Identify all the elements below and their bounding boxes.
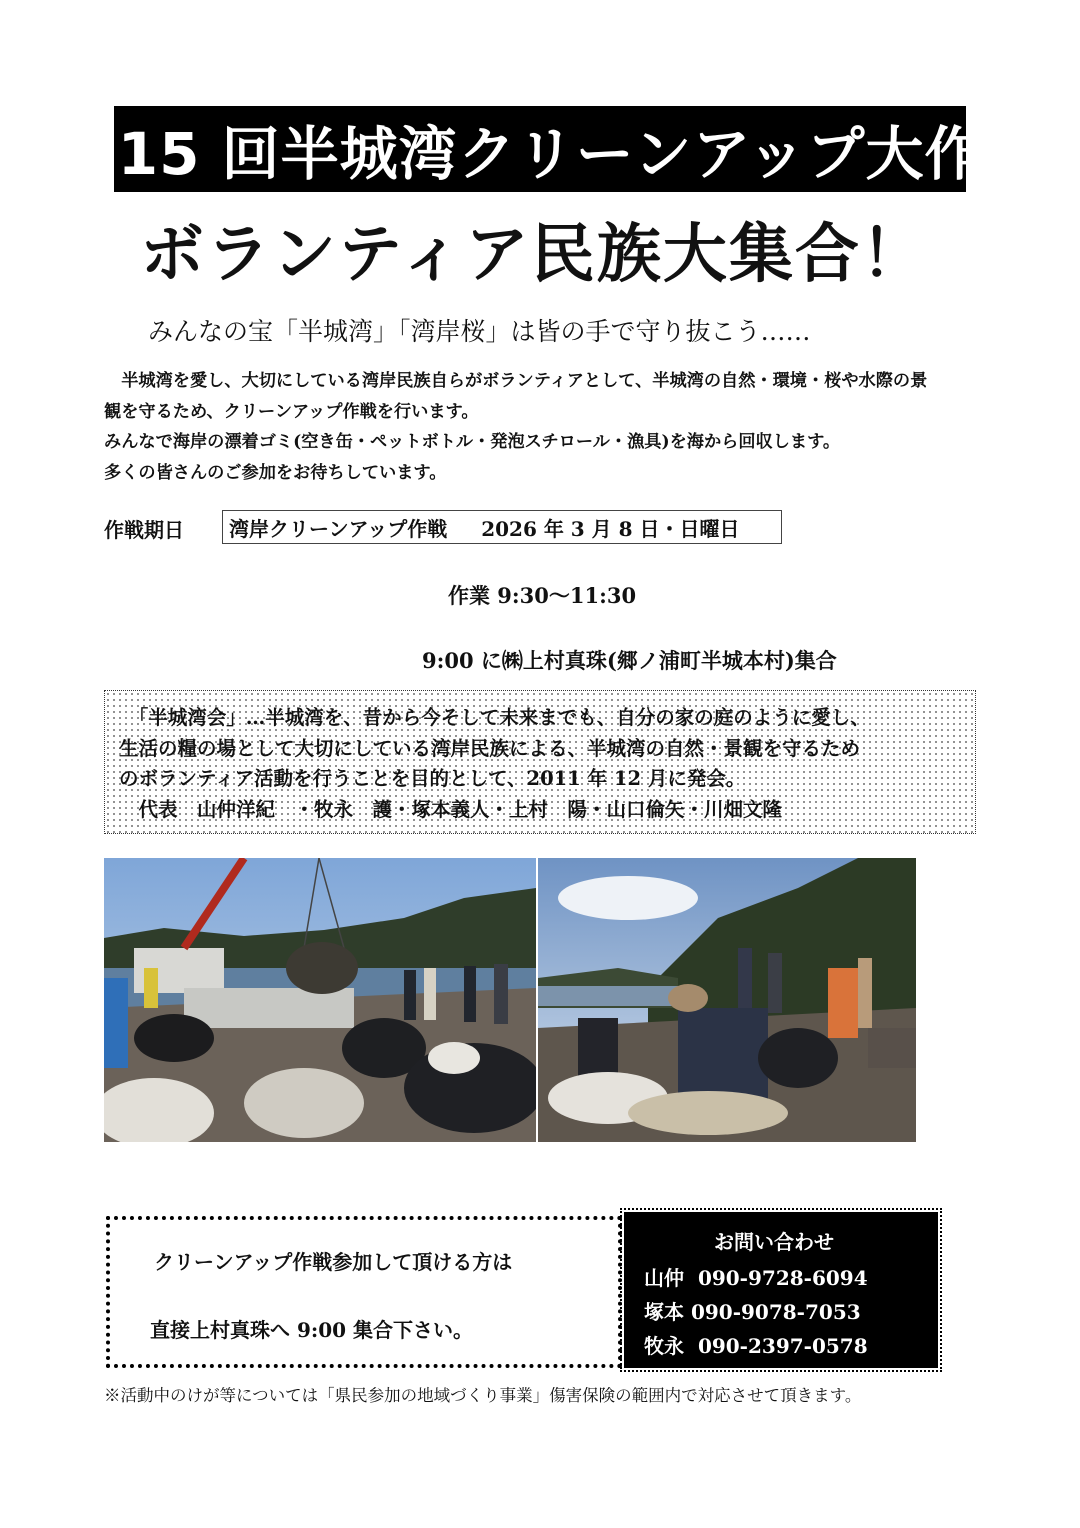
event-name: 湾岸クリーンアップ作戦 [229,516,448,541]
contact-row [644,1330,868,1359]
intro-line: 半城湾を愛し、大切にしている湾岸民族自らがボランティアとして、半城湾の自然・環境・桜や水際の景 [104,371,928,391]
association-line: のボランティア活動を行うことを目的として、2011 年 12 月に発会。 [119,767,746,790]
association-line: 「半城湾会」…半城湾を、昔から今そして未来までも、自分の家の庭のように愛し、 [119,706,870,729]
contact-phone: 090-9078-7053 [690,1300,861,1324]
contact-heading: お問い合わせ [714,1230,834,1254]
association-box [104,690,976,834]
contact-box [624,1212,938,1368]
participation-line: 直接上村真珠へ 9:00 集合下さい。 [150,1318,474,1342]
participation-line: クリーンアップ作戦参加して頂ける方は [154,1250,513,1274]
cleanup-photo-right [538,858,916,1142]
intro-line: 多くの皆さんのご参加をお待ちしています。 [104,462,447,483]
footnote: ※活動中のけが等については「県民参加の地域づくり事業」傷害保険の範囲内で対応させて頂きます。 [104,1386,862,1405]
contact-row [644,1296,861,1325]
intro-line: 観を守るため、クリーンアップ作戦を行います。 [104,401,479,422]
event-date: 2026 年 3 月 8 日・日曜日 [481,516,740,541]
contact-phone: 090-9728-6094 [697,1266,868,1290]
gathering-info: 9:00 に㈱上村真珠(郷ノ浦町半城本村)集合 [422,648,837,673]
contact-name: 塚本 [644,1300,684,1324]
page-title: 第 15 回半城湾クリーンアップ大作戦 [37,120,1043,188]
intro-line: みんなで海岸の漂着ゴミ(空き缶・ペットボトル・発泡スチロール・漁具)を海から回収します。 [104,432,841,452]
work-time: 作業 9:30～11:30 [448,583,637,608]
title-banner [37,106,1043,192]
cleanup-photo-left [104,858,536,1142]
schedule-box [222,510,782,544]
contact-name: 牧永 [644,1334,684,1358]
intro-paragraph [104,366,984,488]
subtitle: ボランティア民族大集合！ [140,218,927,292]
participation-box [106,1216,622,1368]
contact-row [644,1262,868,1291]
slogan: みんなの宝「半城湾」「湾岸桜」は皆の手で守り抜こう…… [148,317,811,346]
contact-name: 山仲 [644,1266,684,1290]
association-line: 代表 山仲洋紀 ・牧永 護・塚本義人・上村 陽・山口倫矢・川畑文隆 [119,797,783,821]
association-line: 生活の糧の場として大切にしている湾岸民族による、半城湾の自然・景観を守るため [119,736,861,760]
schedule-label: 作戦期日 [104,518,184,542]
contact-phone: 090-2397-0578 [697,1334,868,1358]
